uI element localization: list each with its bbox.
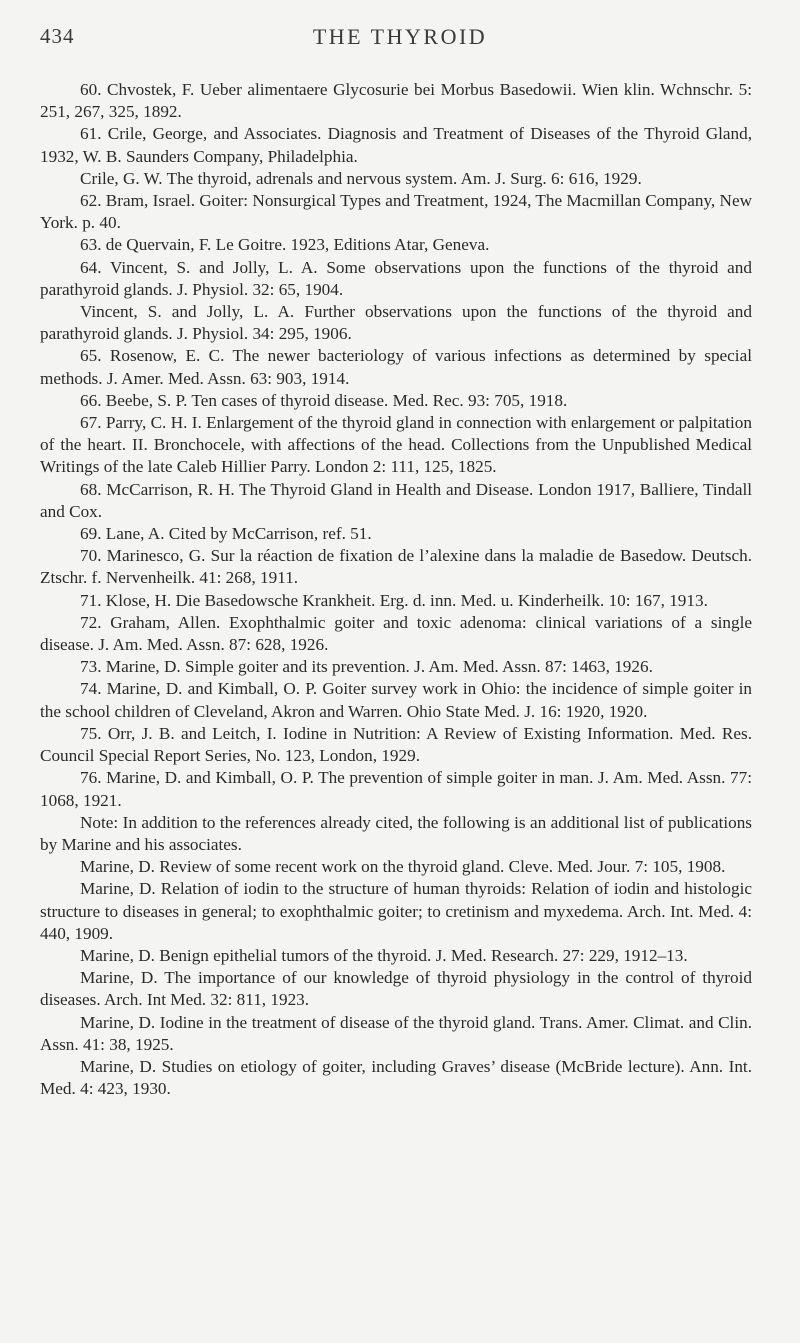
reference-65: 65. Rosenow, E. C. The newer bacteriology of various infections as determined by special methods. J. Amer. Med. Assn. 63: 903, 1914. <box>40 346 752 388</box>
reference-75: 75. Orr, J. B. and Leitch, I. Iodine in Nutrition: A Review of Existing Information. Med. Res. Council Special Report Series, No. 123, London, 1929. <box>40 723 752 766</box>
reference-63: 63. de Quervain, F. Le Goitre. 1923, Editions Atar, Geneva. <box>80 235 490 255</box>
reference-64: 64. Vincent, S. and Jolly, L. A. Some observations upon the functions of the thyroid and parathyroid glands. J. Physiol. 32: 65, 1904. <box>40 257 752 299</box>
marine-reference-1908: Marine, D. Review of some recent work on the thyroid gland. Cleve. Med. Jour. 7: 105, 1908. <box>80 857 726 877</box>
marine-reference-1925: Marine, D. Iodine in the treatment of disease of the thyroid gland. Trans. Amer. Climat. and Clin. Assn. 41: 38, 1925. <box>40 1012 752 1054</box>
reference-76: 76. Marine, D. and Kimball, O. P. The prevention of simple goiter in man. J. Am. Med. Assn. 77: 1068, 1921. <box>40 768 752 810</box>
reference-70: 70. Marinesco, G. Sur la réaction de fixation de l’alexine dans la maladie de Basedow. Deutsch. Ztschr. f. Nervenheilk. 41: 268, 1911. <box>40 546 752 588</box>
page-number: 434 <box>40 24 75 48</box>
reference-71: 71. Klose, H. Die Basedowsche Krankheit. Erg. d. inn. Med. u. Kinderheilk. 10: 167, 1913. <box>80 590 708 610</box>
marine-reference-1923: Marine, D. The importance of our knowledge of thyroid physiology in the control of thyroid diseases. Arch. Int Med. 32: 811, 1923. <box>40 968 752 1010</box>
reference-66: 66. Beebe, S. P. Ten cases of thyroid disease. Med. Rec. 93: 705, 1918. <box>80 390 568 410</box>
reference-72: 72. Graham, Allen. Exophthalmic goiter and toxic adenoma: clinical variations of a single disease. J. Am. Med. Assn. 87: 628, 1926. <box>40 612 752 655</box>
running-title: THE THYROID <box>312 24 488 49</box>
reference-60: 60. Chvostek, F. Ueber alimentaere Glycosurie bei Morbus Basedowii. Wien klin. Wchnschr. 5: 251, 267, 325, 1892. <box>40 80 752 122</box>
reference-74: 74. Marine, D. and Kimball, O. P. Goiter survey work in Ohio: the incidence of simple goiter in the school children of Cleveland, Akron and Warren. Ohio State Med. J. 16: 1920, 1920. <box>40 679 752 721</box>
reference-64-vincent: Vincent, S. and Jolly, L. A. Further observations upon the functions of the thyroid and parathyroid glands. J. Physiol. 34: 295, 1906. <box>40 302 752 344</box>
reference-69: 69. Lane, A. Cited by McCarrison, ref. 51. <box>80 524 372 544</box>
marine-reference-1909: Marine, D. Relation of iodin to the structure of human thyroids: Relation of iodin and histologic structure to diseases in general; to exophthalmic goiter; to cretinism and myxedema. Arch. Int. Med. 4: 440, 1909. <box>40 879 752 943</box>
reference-61: 61. Crile, George, and Associates. Diagnosis and Treatment of Diseases of the Thyroid Gland, 1932, W. B. Saunders Company, Philadelphia. <box>40 124 752 166</box>
marine-reference-1912: Marine, D. Benign epithelial tumors of the thyroid. J. Med. Research. 27: 229, 1912–13. <box>80 945 688 965</box>
note-paragraph: Note: In addition to the references already cited, the following is an additional list of publications by Marine and his associates. <box>40 812 752 854</box>
marine-reference-1930: Marine, D. Studies on etiology of goiter, including Graves’ disease (McBride lecture). Ann. Int. Med. 4: 423, 1930. <box>40 1056 752 1099</box>
running-head <box>40 24 760 54</box>
reference-68: 68. McCarrison, R. H. The Thyroid Gland in Health and Disease. London 1917, Balliere, Tindall and Cox. <box>40 479 752 521</box>
reference-list <box>40 79 752 1100</box>
reference-62: 62. Bram, Israel. Goiter: Nonsurgical Types and Treatment, 1924, The Macmillan Company, New York. p. 40. <box>40 191 752 233</box>
reference-61-crile: Crile, G. W. The thyroid, adrenals and nervous system. Am. J. Surg. 6: 616, 1929. <box>80 168 642 188</box>
reference-67: 67. Parry, C. H. I. Enlargement of the thyroid gland in connection with enlargement or palpitation of the heart. II. Bronchocele, with affections of the head. Collections from the Unpublished Medical Writings of the late Caleb Hillier Parry. London 2: 111, 125, 1825. <box>40 413 752 477</box>
reference-73: 73. Marine, D. Simple goiter and its prevention. J. Am. Med. Assn. 87: 1463, 1926. <box>80 657 653 677</box>
